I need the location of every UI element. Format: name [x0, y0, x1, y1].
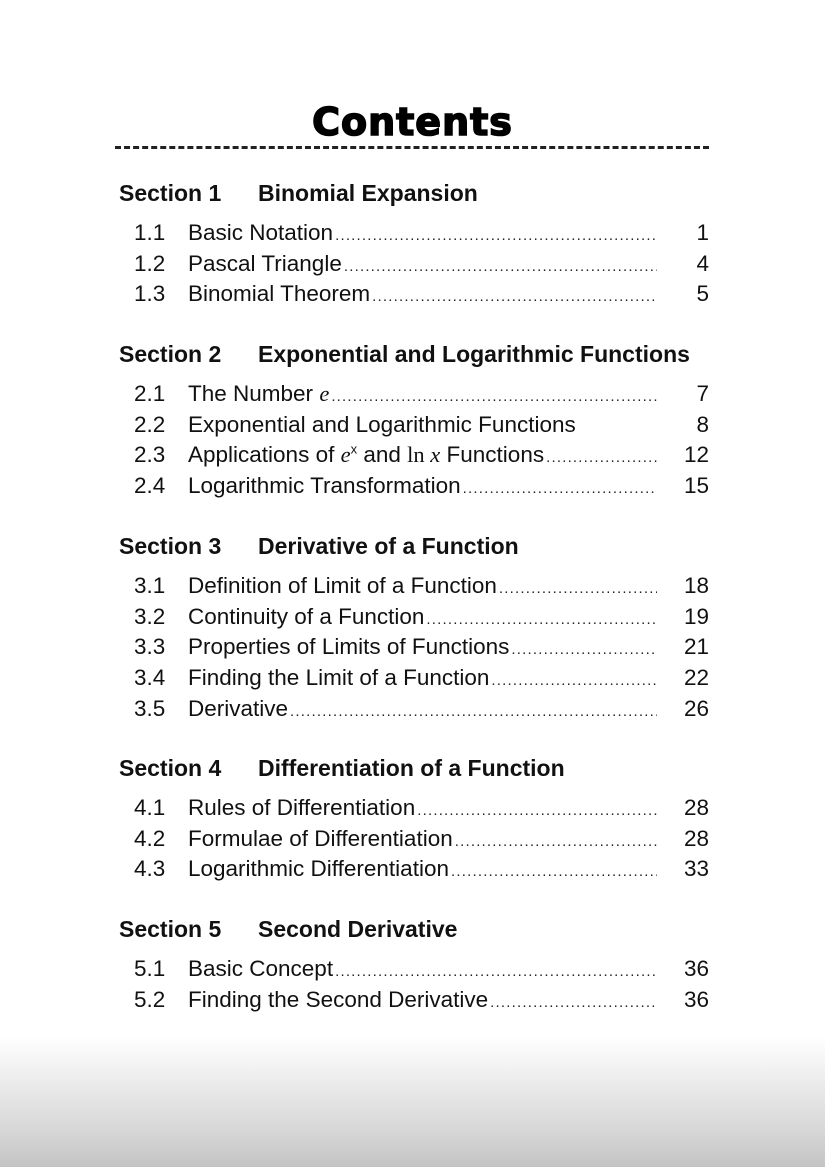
entry-title-part: e — [319, 381, 330, 406]
entry-number: 3.2 — [134, 603, 166, 629]
toc-section — [119, 531, 709, 724]
entry-title-part: Continuity of a Function — [188, 603, 425, 629]
entry-number: 5.1 — [134, 956, 166, 981]
dot-leader — [426, 605, 657, 635]
entry-title — [188, 410, 576, 440]
entry-title — [188, 854, 449, 884]
toc-entry[interactable] — [134, 954, 709, 985]
entry-title-part: Derivative — [188, 695, 289, 721]
section-label: Section 1 — [119, 180, 222, 206]
entry-page: 28 — [683, 825, 709, 851]
dot-leader — [417, 796, 657, 826]
section-label: Section 2 — [119, 341, 222, 367]
dot-leader — [546, 443, 657, 473]
entry-page: 15 — [683, 473, 709, 499]
entry-title-part: Binomial Theorem — [188, 281, 371, 307]
section-name: Derivative of a Function — [258, 533, 519, 559]
entry-page: 12 — [683, 442, 709, 468]
dot-leader — [344, 252, 657, 282]
toc-entry[interactable] — [134, 793, 709, 824]
toc-section — [119, 753, 709, 885]
dot-leader — [451, 857, 657, 887]
entry-title — [188, 824, 453, 854]
entry-page: 28 — [683, 795, 709, 820]
entry-title-part: Basic Notation — [188, 220, 334, 245]
entry-number: 3.1 — [134, 573, 166, 598]
entry-page: 1 — [696, 220, 709, 245]
entry-title — [188, 218, 333, 248]
entry-number: 1.2 — [134, 250, 166, 276]
entry-title — [188, 571, 497, 601]
dot-leader — [290, 697, 657, 727]
dot-leader — [511, 635, 657, 665]
section-heading — [119, 339, 709, 379]
entry-title-part: Rules of Differentiation — [188, 795, 416, 820]
entry-page: 22 — [683, 665, 709, 691]
dot-leader — [490, 988, 657, 1018]
entry-title — [188, 471, 461, 501]
entry-title-part: e — [340, 442, 351, 468]
entry-page: 26 — [683, 695, 709, 721]
entry-number: 1.3 — [134, 281, 166, 307]
entry-number: 2.3 — [134, 442, 166, 468]
section-heading — [119, 753, 709, 793]
entry-number: 5.2 — [134, 986, 166, 1012]
entry-title-part: x — [430, 442, 441, 468]
page-shadow — [0, 1037, 825, 1167]
toc-entry[interactable] — [134, 824, 709, 855]
toc-entry[interactable] — [134, 249, 709, 280]
entry-number: 2.4 — [134, 473, 166, 499]
entry-title — [188, 602, 424, 632]
entry-number: 3.5 — [134, 695, 166, 721]
entry-title-part: Logarithmic Transformation — [188, 473, 461, 499]
entry-title-part: Properties of Limits of Functions — [188, 634, 510, 660]
toc-entry[interactable] — [134, 602, 709, 633]
entry-number: 1.1 — [134, 220, 166, 245]
toc-entry[interactable] — [134, 218, 709, 249]
dot-leader — [335, 957, 657, 987]
entry-title-part: Functions — [440, 442, 545, 468]
dot-leader — [335, 221, 657, 251]
entry-title-part: Exponential and Logarithmic Functions — [188, 411, 576, 437]
entry-title-part: Formulae of Differentiation — [188, 825, 453, 851]
toc-entry[interactable] — [134, 440, 709, 471]
toc-entry[interactable] — [134, 663, 709, 694]
toc-section — [119, 339, 709, 502]
entry-title — [188, 694, 288, 724]
entry-title-part: Definition of Limit of a Function — [188, 573, 497, 598]
entry-number: 3.3 — [134, 634, 166, 660]
entry-title — [188, 440, 544, 470]
toc-entry[interactable] — [134, 985, 709, 1016]
entry-title — [188, 663, 489, 693]
section-name: Binomial Expansion — [258, 180, 478, 206]
entry-title — [188, 632, 509, 662]
entry-number: 4.2 — [134, 825, 166, 851]
entry-page: 4 — [696, 250, 709, 276]
entry-page: 33 — [683, 856, 709, 882]
entry-title — [188, 985, 488, 1015]
toc-entry[interactable] — [134, 471, 709, 502]
entry-page: 36 — [683, 986, 709, 1012]
section-label: Section 3 — [119, 533, 222, 559]
toc-entry[interactable] — [134, 854, 709, 885]
section-name: Exponential and Logarithmic Functions — [258, 341, 690, 367]
entry-number: 3.4 — [134, 665, 166, 691]
section-name: Differentiation of a Function — [258, 755, 565, 781]
entry-number: 2.2 — [134, 411, 166, 437]
entry-title — [188, 954, 333, 984]
toc-entry[interactable] — [134, 279, 709, 310]
entry-title-part: and — [357, 442, 408, 468]
entry-page: 18 — [683, 573, 709, 598]
entry-title-part: x — [350, 441, 358, 457]
entry-page: 8 — [696, 411, 709, 437]
dot-leader — [499, 574, 657, 604]
entry-number: 4.3 — [134, 856, 166, 882]
section-label: Section 4 — [119, 755, 222, 781]
entry-title-part: ln — [407, 442, 431, 468]
entry-page: 5 — [696, 281, 709, 307]
section-heading — [119, 178, 709, 218]
entry-title — [188, 379, 329, 409]
toc-entry[interactable] — [134, 571, 709, 602]
entry-title-part: Basic Concept — [188, 956, 334, 981]
entry-page: 36 — [683, 956, 709, 981]
page-title: Contents — [312, 100, 513, 144]
section-heading — [119, 531, 709, 571]
entry-page: 19 — [683, 603, 709, 629]
entry-page: 21 — [683, 634, 709, 660]
toc-section — [119, 178, 709, 310]
toc-entry[interactable] — [134, 410, 709, 441]
dot-leader — [463, 474, 657, 504]
section-heading — [119, 914, 709, 954]
entry-page: 7 — [696, 381, 709, 406]
toc-entry[interactable] — [134, 379, 709, 410]
entry-number: 4.1 — [134, 795, 166, 820]
entry-title-part: Pascal Triangle — [188, 250, 342, 276]
toc-section — [119, 914, 709, 1015]
section-name: Second Derivative — [258, 916, 458, 942]
entry-title-part: Finding the Second Derivative — [188, 986, 489, 1012]
entry-title — [188, 279, 370, 309]
entry-title-part: Logarithmic Differentiation — [188, 856, 449, 882]
toc-entry[interactable] — [134, 694, 709, 725]
section-label: Section 5 — [119, 916, 222, 942]
dot-leader — [491, 666, 657, 696]
entry-title-part: Applications of — [188, 442, 341, 468]
entry-title-part: Finding the Limit of a Function — [188, 665, 490, 691]
dot-leader — [372, 282, 657, 312]
title-divider — [115, 146, 709, 149]
toc-entry[interactable] — [134, 632, 709, 663]
dot-leader — [455, 827, 657, 857]
entry-title-part: The Number — [188, 381, 320, 406]
entry-title — [188, 793, 415, 823]
entry-number: 2.1 — [134, 381, 166, 406]
dot-leader — [331, 382, 657, 412]
entry-title — [188, 249, 342, 279]
